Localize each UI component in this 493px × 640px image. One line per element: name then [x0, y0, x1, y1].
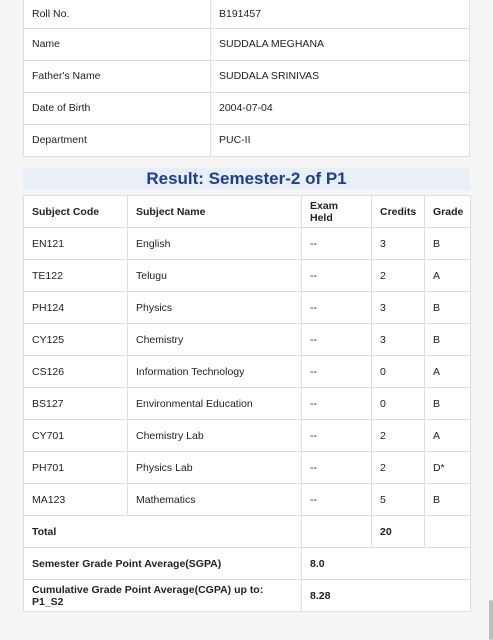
- credits-cell: 5: [372, 484, 425, 516]
- scrollbar[interactable]: [489, 600, 493, 640]
- sgpa-value: 8.0: [302, 548, 471, 580]
- subject-name-cell: Physics: [128, 292, 302, 324]
- subject-code-cell: CY701: [24, 420, 128, 452]
- subject-name-cell: Chemistry Lab: [128, 420, 302, 452]
- total-row: [24, 516, 471, 548]
- exam-held-cell: --: [302, 356, 372, 388]
- grade-cell: B: [425, 388, 471, 420]
- subject-code-cell: EN121: [24, 228, 128, 260]
- total-empty-cell: [302, 516, 372, 548]
- table-row: [24, 388, 471, 420]
- table-row: [24, 452, 471, 484]
- subject-name-cell: English: [128, 228, 302, 260]
- subject-name-cell: Telugu: [128, 260, 302, 292]
- info-row-dob: [24, 92, 470, 124]
- info-label: Father's Name: [24, 60, 211, 92]
- cgpa-row: [24, 580, 471, 612]
- grade-cell: B: [425, 228, 471, 260]
- subject-name-cell: Chemistry: [128, 324, 302, 356]
- col-header-held: Exam Held: [302, 196, 372, 228]
- credits-cell: 2: [372, 260, 425, 292]
- credits-cell: 0: [372, 356, 425, 388]
- info-value: PUC-II: [211, 124, 470, 156]
- table-row: [24, 292, 471, 324]
- subject-name-cell: Information Technology: [128, 356, 302, 388]
- total-label: Total: [24, 516, 302, 548]
- exam-held-cell: --: [302, 484, 372, 516]
- sgpa-label: Semester Grade Point Average(SGPA): [24, 548, 302, 580]
- table-row: [24, 356, 471, 388]
- subject-code-cell: TE122: [24, 260, 128, 292]
- info-value: SUDDALA SRINIVAS: [211, 60, 470, 92]
- exam-held-cell: --: [302, 228, 372, 260]
- grade-cell: A: [425, 260, 471, 292]
- table-row: [24, 324, 471, 356]
- col-header-grade: Grade: [425, 196, 471, 228]
- table-row: [24, 484, 471, 516]
- col-header-credits: Credits: [372, 196, 425, 228]
- grade-cell: D*: [425, 452, 471, 484]
- info-row-department: [24, 124, 470, 156]
- sgpa-row: [24, 548, 471, 580]
- table-row: [24, 228, 471, 260]
- exam-held-cell: --: [302, 452, 372, 484]
- info-row-father: [24, 60, 470, 92]
- info-label: Roll No.: [24, 0, 211, 28]
- col-header-code: Subject Code: [24, 196, 128, 228]
- subject-code-cell: CS126: [24, 356, 128, 388]
- subject-code-cell: MA123: [24, 484, 128, 516]
- credits-cell: 3: [372, 324, 425, 356]
- info-label: Date of Birth: [24, 92, 211, 124]
- exam-held-cell: --: [302, 324, 372, 356]
- info-label: Name: [24, 28, 211, 60]
- cgpa-value: 8.28: [302, 580, 471, 612]
- credits-cell: 2: [372, 452, 425, 484]
- info-value: B191457: [211, 0, 470, 28]
- subject-name-cell: Physics Lab: [128, 452, 302, 484]
- info-label: Department: [24, 124, 211, 156]
- subject-code-cell: BS127: [24, 388, 128, 420]
- grade-cell: B: [425, 484, 471, 516]
- subject-code-cell: PH701: [24, 452, 128, 484]
- credits-cell: 0: [372, 388, 425, 420]
- subject-name-cell: Environmental Education: [128, 388, 302, 420]
- credits-cell: 3: [372, 228, 425, 260]
- subject-name-cell: Mathematics: [128, 484, 302, 516]
- subject-code-cell: CY125: [24, 324, 128, 356]
- exam-held-cell: --: [302, 260, 372, 292]
- table-row: [24, 260, 471, 292]
- credits-cell: 2: [372, 420, 425, 452]
- info-value: 2004-07-04: [211, 92, 470, 124]
- col-header-name: Subject Name: [128, 196, 302, 228]
- credits-cell: 3: [372, 292, 425, 324]
- exam-held-cell: --: [302, 292, 372, 324]
- grade-cell: B: [425, 292, 471, 324]
- table-row: [24, 420, 471, 452]
- result-title: Result: Semester-2 of P1: [23, 168, 470, 190]
- info-value: SUDDALA MEGHANA: [211, 28, 470, 60]
- total-credits: 20: [372, 516, 425, 548]
- grade-cell: A: [425, 420, 471, 452]
- exam-held-cell: --: [302, 388, 372, 420]
- total-empty-cell: [425, 516, 471, 548]
- grades-table: [23, 195, 471, 612]
- grades-header-row: [24, 196, 471, 228]
- grade-cell: B: [425, 324, 471, 356]
- subject-code-cell: PH124: [24, 292, 128, 324]
- exam-held-cell: --: [302, 420, 372, 452]
- grade-cell: A: [425, 356, 471, 388]
- cgpa-label: Cumulative Grade Point Average(CGPA) up to: P1_S2: [24, 580, 302, 612]
- info-row-name: [24, 28, 470, 60]
- student-info-table: [23, 0, 470, 157]
- info-row-roll: [24, 0, 470, 28]
